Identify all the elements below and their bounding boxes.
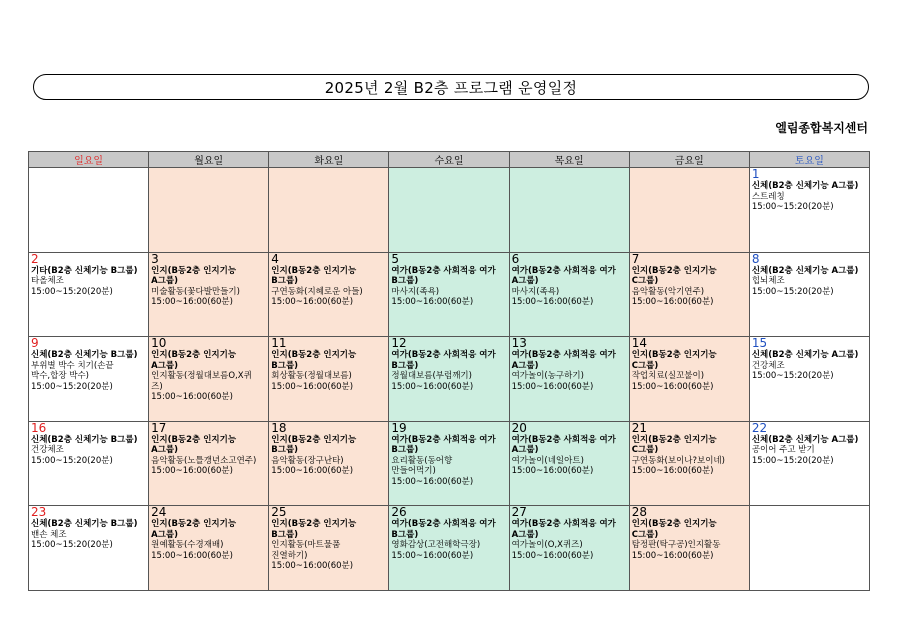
activity-name: 미술활동(꽃다발만들기) xyxy=(151,286,240,297)
page-title: 2025년 2월 B2층 프로그램 운영일정 xyxy=(324,78,578,97)
session-time: 15:00~15:20(20분) xyxy=(31,540,113,551)
activity-name: 타올체조 xyxy=(31,276,64,287)
day-number: 24 xyxy=(151,505,167,520)
program-name: 인지(B동2층 인지기능 B그룹) xyxy=(271,350,357,371)
activity-name: 원예활동(수경재배) xyxy=(151,540,224,551)
day-number: 5 xyxy=(391,252,400,266)
session-time: 15:00~15:20(20분) xyxy=(751,455,834,466)
session-time: 15:00~15:20(20분) xyxy=(751,371,834,382)
calendar-week-row xyxy=(29,421,870,506)
calendar-week-row xyxy=(29,506,870,591)
calendar-day-cell xyxy=(509,421,629,506)
program-name: 여가(B동2층 사회적응 여가 A그룹) xyxy=(511,434,616,456)
calendar-day-cell xyxy=(269,421,389,506)
program-name: 여가(B동2층 사회적응 여가 A그룹) xyxy=(511,350,616,371)
program-name: 여가(B동2층 사회적응 여가 B그룹) xyxy=(391,350,496,371)
program-name: 인지(B동2층 인지기능 C그룹) xyxy=(631,519,717,540)
activity-name: 건강체조 xyxy=(31,445,64,456)
activity-name: 작업치료(실꼬불이) xyxy=(631,371,705,382)
day-number: 14 xyxy=(631,336,647,351)
session-time: 15:00~16:00(60분) xyxy=(631,466,714,477)
day-number: 20 xyxy=(511,421,527,435)
day-number: 16 xyxy=(31,421,47,435)
weekday-header-tue: 화요일 xyxy=(269,152,389,168)
activity-name: 음악활동(악기연주) xyxy=(631,286,705,297)
activity-name: 구연동화(보이나?보이네) xyxy=(631,455,725,466)
day-number: 9 xyxy=(31,336,39,351)
calendar-week-row xyxy=(29,337,870,422)
calendar-day-cell xyxy=(749,337,869,422)
program-name: 신체(B2층 신체기능 B그룹) xyxy=(31,350,138,361)
calendar-day-cell xyxy=(509,168,629,253)
calendar-day-cell xyxy=(389,421,509,506)
day-number: 27 xyxy=(511,505,527,520)
session-time: 15:00~15:20(20분) xyxy=(751,286,834,297)
calendar-day-cell xyxy=(749,421,869,506)
program-name: 인지(B동2층 인지기능 C그룹) xyxy=(631,434,717,456)
calendar-day-cell xyxy=(629,506,749,591)
program-name: 인지(B동2층 인지기능 B그룹) xyxy=(271,265,357,287)
day-number: 8 xyxy=(751,252,760,266)
program-name: 여가(B동2층 사회적응 여가 B그룹) xyxy=(391,265,496,287)
day-number: 6 xyxy=(511,252,520,266)
calendar-day-cell xyxy=(149,252,269,337)
session-time: 15:00~16:00(60분) xyxy=(631,381,714,392)
calendar-day-cell xyxy=(629,421,749,506)
activity-name: 공이어 주고 받기 xyxy=(751,445,815,456)
activity-name: 영화감상(고전해학극장) xyxy=(391,540,481,551)
weekday-header-mon: 월요일 xyxy=(149,152,269,168)
calendar-day-cell xyxy=(389,506,509,591)
session-time: 15:00~16:00(60분) xyxy=(391,381,474,392)
session-time: 15:00~16:00(60분) xyxy=(511,466,594,477)
activity-name: 여가놀이(농구하기) xyxy=(511,371,584,382)
program-name: 인지(B동2층 인지기능 A그룹) xyxy=(151,350,237,371)
day-number: 13 xyxy=(511,336,527,351)
day-number: 11 xyxy=(271,336,287,351)
calendar-week-row xyxy=(29,252,870,337)
program-name: 신체(B2층 신체기능 B그룹) xyxy=(31,434,138,445)
session-time: 15:00~16:00(60분) xyxy=(631,550,714,561)
weekday-header-fri: 금요일 xyxy=(629,152,749,168)
program-name: 인지(B동2층 인지기능 C그룹) xyxy=(631,265,717,287)
session-time: 15:00~16:00(60분) xyxy=(631,297,714,308)
activity-name: 회상활동(정월대보름) xyxy=(271,371,352,382)
calendar-day-cell xyxy=(629,337,749,422)
program-name: 인지(B동2층 인지기능 B그룹) xyxy=(271,519,357,540)
weekday-header-sun: 일요일 xyxy=(29,152,149,168)
program-name: 기타(B2층 신체기능 B그룹) xyxy=(31,265,138,276)
program-name: 인지(B동2층 인지기능 A그룹) xyxy=(151,434,237,456)
program-name: 인지(B동2층 인지기능 A그룹) xyxy=(151,519,237,540)
program-name: 여가(B동2층 사회적응 여가 A그룹) xyxy=(511,265,616,287)
program-name: 신체(B2층 신체기능 B그룹) xyxy=(31,519,138,530)
session-time: 15:00~16:00(60분) xyxy=(271,561,354,572)
activity-name: 힙뇌체조 xyxy=(751,276,785,287)
day-number: 18 xyxy=(271,421,287,435)
day-number: 12 xyxy=(391,336,407,351)
day-number: 26 xyxy=(391,505,407,520)
activity-name: 밴손 체조 xyxy=(31,529,67,540)
title-banner xyxy=(33,74,869,100)
weekday-header-sat: 토요일 xyxy=(749,152,869,168)
calendar-day-cell xyxy=(29,337,149,422)
day-number: 19 xyxy=(391,421,407,435)
calendar-day-cell xyxy=(389,168,509,253)
day-number: 15 xyxy=(751,336,768,351)
session-time: 15:00~15:20(20분) xyxy=(31,286,113,297)
calendar-day-cell xyxy=(149,337,269,422)
day-number: 25 xyxy=(271,505,287,520)
program-name: 신체(B2층 신체기능 A그룹) xyxy=(751,265,859,276)
activity-name: 음악활동(장구난타) xyxy=(271,455,344,466)
session-time: 15:00~16:00(60분) xyxy=(511,381,594,392)
session-time: 15:00~16:00(60분) xyxy=(271,297,354,308)
calendar-day-cell xyxy=(629,168,749,253)
calendar-day-cell xyxy=(269,506,389,591)
calendar-day-cell xyxy=(749,252,869,337)
session-time: 15:00~16:00(60분) xyxy=(151,297,233,308)
calendar-day-cell xyxy=(29,252,149,337)
day-number: 1 xyxy=(751,167,760,181)
program-name: 인지(B동2층 인지기능 C그룹) xyxy=(631,350,717,371)
activity-name: 구연동화(지혜로운 아들) xyxy=(271,286,363,297)
session-time: 15:00~16:00(60분) xyxy=(511,297,594,308)
calendar-day-cell xyxy=(629,252,749,337)
calendar-day-cell xyxy=(149,168,269,253)
weekday-header-thu: 목요일 xyxy=(509,152,629,168)
activity-name: 탐정판(탁구공)인지활동 xyxy=(631,540,721,551)
program-name: 여가(B동2층 사회적응 여가 B그룹) xyxy=(391,434,496,456)
program-name: 인지(B동2층 인지기능 B그룹) xyxy=(271,434,357,456)
weekday-header-wed: 수요일 xyxy=(389,152,509,168)
session-time: 15:00~16:00(60분) xyxy=(391,550,474,561)
day-number: 21 xyxy=(631,421,647,435)
session-time: 15:00~16:00(60분) xyxy=(271,466,354,477)
activity-name: 마사지(족욕) xyxy=(511,286,560,297)
calendar-day-cell xyxy=(149,421,269,506)
session-time: 15:00~15:20(20분) xyxy=(31,381,113,392)
activity-name: 마사지(족욕) xyxy=(391,286,440,297)
program-name: 신체(B2층 신체기능 A그룹) xyxy=(751,181,859,191)
calendar-day-cell xyxy=(29,506,149,591)
session-time: 15:00~15:20(20분) xyxy=(31,455,113,466)
calendar-day-cell xyxy=(269,168,389,253)
calendar-day-cell xyxy=(509,506,629,591)
calendar-day-cell xyxy=(509,252,629,337)
program-name: 신체(B2층 신체기능 A그룹) xyxy=(751,350,859,361)
day-number: 4 xyxy=(271,252,279,266)
program-name: 인지(B동2층 인지기능 A그룹) xyxy=(151,265,237,287)
program-name: 신체(B2층 신체기능 A그룹) xyxy=(751,434,859,445)
day-number: 2 xyxy=(31,252,39,266)
activity-name: 음악활동(노틀갱년소고연주) xyxy=(151,455,257,466)
activity-name: 건강체조 xyxy=(751,360,785,371)
activity-name: 정월대보름(부럼깨기) xyxy=(391,371,472,382)
activity-name: 부위별 박수 치기(손끝 박수,합장 박수) xyxy=(31,360,114,382)
session-time: 15:00~16:00(60분) xyxy=(151,550,233,561)
program-name: 여가(B동2층 사회적응 여가 B그룹) xyxy=(391,519,496,540)
program-name: 여가(B동2층 사회적응 여가 A그룹) xyxy=(511,519,616,540)
organization-name: 엘림종합복지센터 xyxy=(775,121,868,135)
activity-name: 인지활동(정월대보름O,X퀴 즈) xyxy=(151,371,252,392)
day-number: 17 xyxy=(151,421,167,435)
calendar-day-cell xyxy=(389,252,509,337)
day-number: 22 xyxy=(751,421,768,435)
day-number: 7 xyxy=(631,252,640,266)
activity-name: 스트레칭 xyxy=(751,191,785,202)
day-number: 10 xyxy=(151,336,167,351)
weekday-header-row xyxy=(29,152,870,168)
day-number: 23 xyxy=(31,505,47,520)
calendar-day-cell xyxy=(269,337,389,422)
day-number: 28 xyxy=(631,505,647,520)
session-time: 15:00~15:20(20분) xyxy=(751,202,834,212)
calendar-table xyxy=(28,151,870,591)
calendar-day-cell xyxy=(29,421,149,506)
calendar-body xyxy=(29,168,870,591)
session-time: 15:00~16:00(60분) xyxy=(391,476,474,487)
activity-name: 인지활동(마트물품 진열하기) xyxy=(271,540,341,561)
session-time: 15:00~16:00(60분) xyxy=(151,466,233,477)
calendar-day-cell xyxy=(749,506,869,591)
calendar-day-cell xyxy=(749,168,869,253)
session-time: 15:00~16:00(60분) xyxy=(151,392,233,403)
calendar-day-cell xyxy=(29,168,149,253)
calendar-day-cell xyxy=(269,252,389,337)
session-time: 15:00~16:00(60분) xyxy=(271,381,354,392)
session-time: 15:00~16:00(60분) xyxy=(511,550,594,561)
activity-name: 여가놀이(네일아트) xyxy=(511,455,584,466)
calendar-day-cell xyxy=(389,337,509,422)
day-number: 3 xyxy=(151,252,159,266)
calendar-day-cell xyxy=(509,337,629,422)
session-time: 15:00~16:00(60분) xyxy=(391,297,474,308)
activity-name: 여가놀이(O,X퀴즈) xyxy=(511,540,583,551)
calendar-week-row xyxy=(29,168,870,253)
activity-name: 요리활동(동어향 만들어먹기) xyxy=(391,455,453,477)
calendar-day-cell xyxy=(149,506,269,591)
